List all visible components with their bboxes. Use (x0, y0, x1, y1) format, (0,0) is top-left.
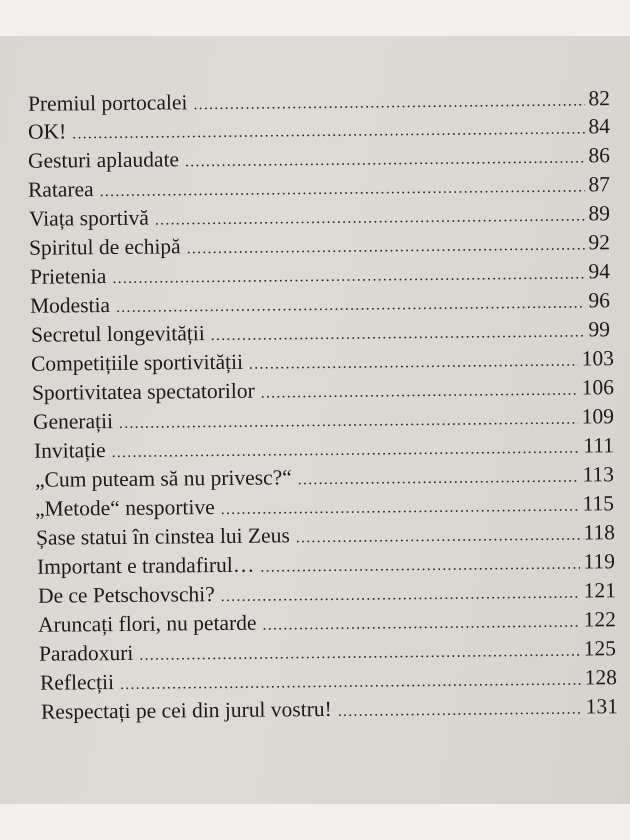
toc-entry-title: Aruncați flori, nu petarde (37, 610, 257, 637)
toc-leader-dots (260, 552, 579, 581)
toc-entry-title: Modestia (29, 293, 111, 318)
book-page (0, 36, 630, 804)
toc-leader-dots (296, 523, 580, 552)
toc-leader-dots (155, 203, 585, 233)
toc-entry-page: 86 (588, 143, 611, 168)
toc-entry-page: 106 (581, 375, 615, 400)
toc-leader-dots (187, 232, 585, 262)
toc-entry-title: Respectați pe cei din jurul vostru! (40, 696, 332, 724)
toc-entry-title: Gesturi aplaudate (27, 147, 180, 173)
toc-entry-page: 92 (588, 230, 611, 255)
toc-entry-title: Sportivitatea spectatorilor (31, 378, 255, 405)
toc-entry-title: Important e trandafirul… (36, 552, 255, 579)
toc-entry-title: Ratarea (27, 177, 94, 202)
toc-entry-page: 125 (583, 636, 617, 661)
toc-entry-title: De ce Petschovschi? (37, 582, 215, 608)
toc-leader-dots (249, 349, 578, 378)
toc-entry-page: 118 (583, 520, 616, 545)
toc-entry-page: 99 (588, 317, 611, 342)
toc-leader-dots (262, 610, 579, 639)
toc-entry-page: 121 (583, 578, 617, 603)
toc-entry-page: 115 (582, 491, 615, 516)
toc-leader-dots (185, 145, 585, 175)
toc-entry-page: 128 (584, 665, 618, 690)
toc-entry-title: Competițiile sportivității (30, 349, 244, 376)
toc-entry-title: Șase statui în cinstea lui Zeus (35, 523, 290, 550)
toc-entry-title: „Metode“ nesportive (34, 495, 215, 521)
table-of-contents (0, 36, 630, 804)
toc-leader-dots (211, 319, 585, 349)
toc-entry-title: Secretul longevității (30, 321, 205, 347)
toc-leader-dots (221, 581, 580, 610)
toc-entry-title: Reflecții (39, 670, 115, 695)
toc-entry-title: „Cum puteam să nu privesc?“ (34, 465, 292, 492)
toc-entry-page: 94 (588, 259, 611, 284)
toc-entry-title: Premiul portocalei (27, 90, 188, 116)
toc-entry (41, 693, 618, 728)
toc-entry-page: 103 (581, 346, 615, 371)
toc-entry-title: Paradoxuri (38, 640, 134, 666)
toc-entry-page: 111 (583, 433, 615, 458)
toc-entry-page: 122 (583, 607, 617, 632)
toc-leader-dots (338, 697, 582, 725)
toc-entry-page: 89 (588, 201, 611, 226)
toc-entry-page: 87 (588, 172, 611, 197)
toc-entry-title: Invitație (33, 438, 106, 463)
toc-entry-page: 82 (588, 86, 611, 111)
toc-entry-page: 113 (582, 462, 615, 487)
toc-entry-title: OK! (27, 119, 67, 144)
toc-entry-page: 96 (588, 288, 611, 313)
toc-entry-page: 131 (585, 694, 619, 719)
toc-entry-page: 84 (588, 114, 611, 139)
toc-entry-title: Generații (32, 409, 114, 434)
toc-entry-page: 119 (583, 549, 616, 574)
toc-entry-title: Viața sportivă (28, 205, 150, 231)
toc-entry-title: Spiritul de echipă (28, 234, 181, 260)
toc-leader-dots (261, 378, 578, 407)
toc-entry-page: 109 (581, 404, 615, 429)
toc-entry-title: Prietenia (29, 264, 107, 289)
toc-leader-dots (221, 494, 579, 523)
toc-leader-dots (298, 465, 579, 494)
